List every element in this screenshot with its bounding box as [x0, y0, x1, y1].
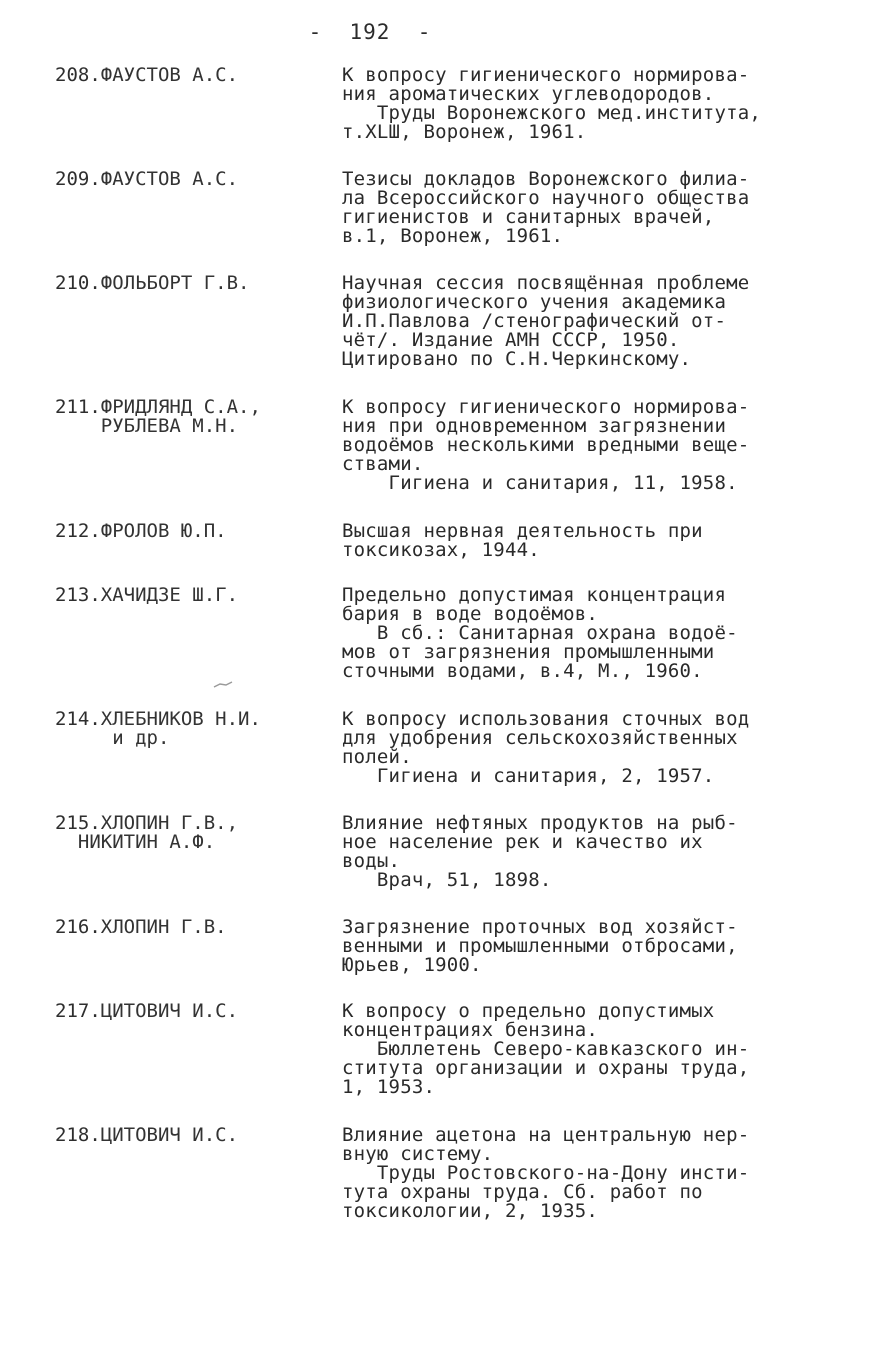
entry-number: 217.	[55, 1000, 101, 1022]
description-line: К вопросу гигиенического нормирова-	[342, 64, 750, 86]
entry-author	[55, 1002, 330, 1021]
author-line	[55, 274, 330, 293]
author-line	[55, 918, 330, 937]
description-line: тута охраны труда. Сб. работ по	[342, 1181, 703, 1203]
description-line: Бюллетень Северо-кавказского ин-	[342, 1038, 750, 1060]
entry-number: 218.	[55, 1124, 101, 1146]
description-line: Научная сессия посвящённая проблеме	[342, 272, 750, 294]
description-line: К вопросу гигиенического нормирова-	[342, 396, 750, 418]
description-line: физиологического учения академика	[342, 291, 727, 313]
description-line: Загрязнение проточных вод хозяйст-	[342, 916, 738, 938]
entry-number: 211.	[55, 396, 101, 418]
description-line: Труды Ростовского-на-Дону инсти-	[342, 1162, 750, 1184]
entry-number: 212.	[55, 520, 101, 542]
author-name: РУБЛЕВА М.Н.	[55, 415, 239, 437]
description-line: ла Всероссийского научного общества	[342, 187, 750, 209]
description-line: мов от загрязнения промышленными	[342, 641, 715, 663]
description-line: водоёмов несколькими вредными веще-	[342, 434, 750, 456]
author-name: ФОЛЬБОРТ Г.В.	[100, 272, 250, 294]
description-line: сточными водами, в.4, М., 1960.	[342, 660, 703, 682]
entry-description	[342, 522, 842, 560]
author-line	[55, 170, 330, 189]
description-line: Цитировано по С.Н.Черкинскому.	[342, 348, 692, 370]
description-line: Высшая нервная деятельность при	[342, 520, 703, 542]
author-line	[55, 1002, 330, 1021]
description-line: в.1, Воронеж, 1961.	[342, 225, 564, 247]
ink-smudge-mark	[212, 680, 234, 690]
author-line	[55, 1126, 330, 1145]
description-line: полей.	[342, 746, 412, 768]
description-line: вную систему.	[342, 1143, 494, 1165]
entry-number: 215.	[55, 812, 101, 834]
entry-number: 216.	[55, 916, 101, 938]
description-line: К вопросу использования сточных вод	[342, 708, 750, 730]
entry-description	[342, 170, 842, 246]
entry-description	[342, 586, 842, 681]
description-line: Юрьев, 1900.	[342, 954, 482, 976]
description-line: ствами.	[342, 453, 424, 475]
description-line: И.П.Павлова /стенографический от-	[342, 310, 727, 332]
entry-number: 213.	[55, 584, 101, 606]
entry-description	[342, 66, 842, 142]
author-name: ФАУСТОВ А.С.	[100, 168, 239, 190]
entry-author	[55, 814, 330, 852]
entry-description	[342, 918, 842, 975]
author-name: НИКИТИН А.Ф.	[55, 831, 216, 853]
entry-author	[55, 274, 330, 293]
entry-number: 209.	[55, 168, 101, 190]
entry-description	[342, 1126, 842, 1221]
description-line: 1, 1953.	[342, 1076, 436, 1098]
entry-number: 210.	[55, 272, 101, 294]
author-line	[55, 417, 330, 436]
entry-number: 208.	[55, 64, 101, 86]
description-line: воды.	[342, 850, 401, 872]
description-line: токсикозах, 1944.	[342, 539, 540, 561]
author-name: ХЛОПИН Г.В.,	[100, 812, 239, 834]
description-line: венными и промышленными отбросами,	[342, 935, 738, 957]
description-line: бария в воде водоёмов.	[342, 603, 599, 625]
description-line: Врач, 51, 1898.	[342, 869, 552, 891]
author-name: и др.	[55, 727, 170, 749]
entry-number: 214.	[55, 708, 101, 730]
entry-description	[342, 1002, 842, 1097]
description-line: ния при одновременном загрязнении	[342, 415, 727, 437]
description-line: ститута организации и охраны труда,	[342, 1057, 750, 1079]
description-line: К вопросу о предельно допустимых	[342, 1000, 715, 1022]
description-line: Гигиена и санитария, 11, 1958.	[342, 472, 738, 494]
author-line	[55, 833, 330, 852]
author-line	[55, 586, 330, 605]
description-line: Влияние нефтяных продуктов на рыб-	[342, 812, 738, 834]
entry-description	[342, 398, 842, 493]
entry-author	[55, 918, 330, 937]
author-name: ФРИДЛЯНД С.А.,	[100, 396, 261, 418]
entry-description	[342, 710, 842, 786]
description-line: гигиенистов и санитарных врачей,	[342, 206, 715, 228]
entry-author	[55, 66, 330, 85]
description-line: Труды Воронежского мед.института,	[342, 102, 762, 124]
entry-author	[55, 710, 330, 748]
entry-author	[55, 398, 330, 436]
description-line: Гигиена и санитария, 2, 1957.	[342, 765, 715, 787]
author-name: ЦИТОВИЧ И.С.	[100, 1124, 239, 1146]
description-line: Предельно допустимая концентрация	[342, 584, 727, 606]
entry-author	[55, 522, 330, 541]
entry-description	[342, 274, 842, 369]
description-line: концентрациях бензина.	[342, 1019, 599, 1041]
entry-author	[55, 586, 330, 605]
description-line: Влияние ацетона на центральную нер-	[342, 1124, 750, 1146]
page-number: - 192 -	[308, 20, 432, 44]
description-line: Тезисы докладов Воронежского филиа-	[342, 168, 750, 190]
description-line: чёт/. Издание АМН СССР, 1950.	[342, 329, 680, 351]
description-line: т.XLШ, Воронеж, 1961.	[342, 121, 587, 143]
author-name: ХАЧИДЗЕ Ш.Г.	[100, 584, 239, 606]
description-line: В сб.: Санитарная охрана водоё-	[342, 622, 738, 644]
entry-description	[342, 814, 842, 890]
entry-author	[55, 170, 330, 189]
description-line: токсикологии, 2, 1935.	[342, 1200, 599, 1222]
author-name: ФАУСТОВ А.С.	[100, 64, 239, 86]
author-line	[55, 522, 330, 541]
author-name: ФРОЛОВ Ю.П.	[100, 520, 227, 542]
author-line	[55, 66, 330, 85]
author-line	[55, 729, 330, 748]
description-line: ния ароматических углеводородов.	[342, 83, 715, 105]
author-name: ХЛЕБНИКОВ Н.И.	[100, 708, 261, 730]
entry-author	[55, 1126, 330, 1145]
author-name: ХЛОПИН Г.В.	[100, 916, 227, 938]
description-line: ное население рек и качество их	[342, 831, 703, 853]
description-line: для удобрения сельскохозяйственных	[342, 727, 738, 749]
author-name: ЦИТОВИЧ И.С.	[100, 1000, 239, 1022]
